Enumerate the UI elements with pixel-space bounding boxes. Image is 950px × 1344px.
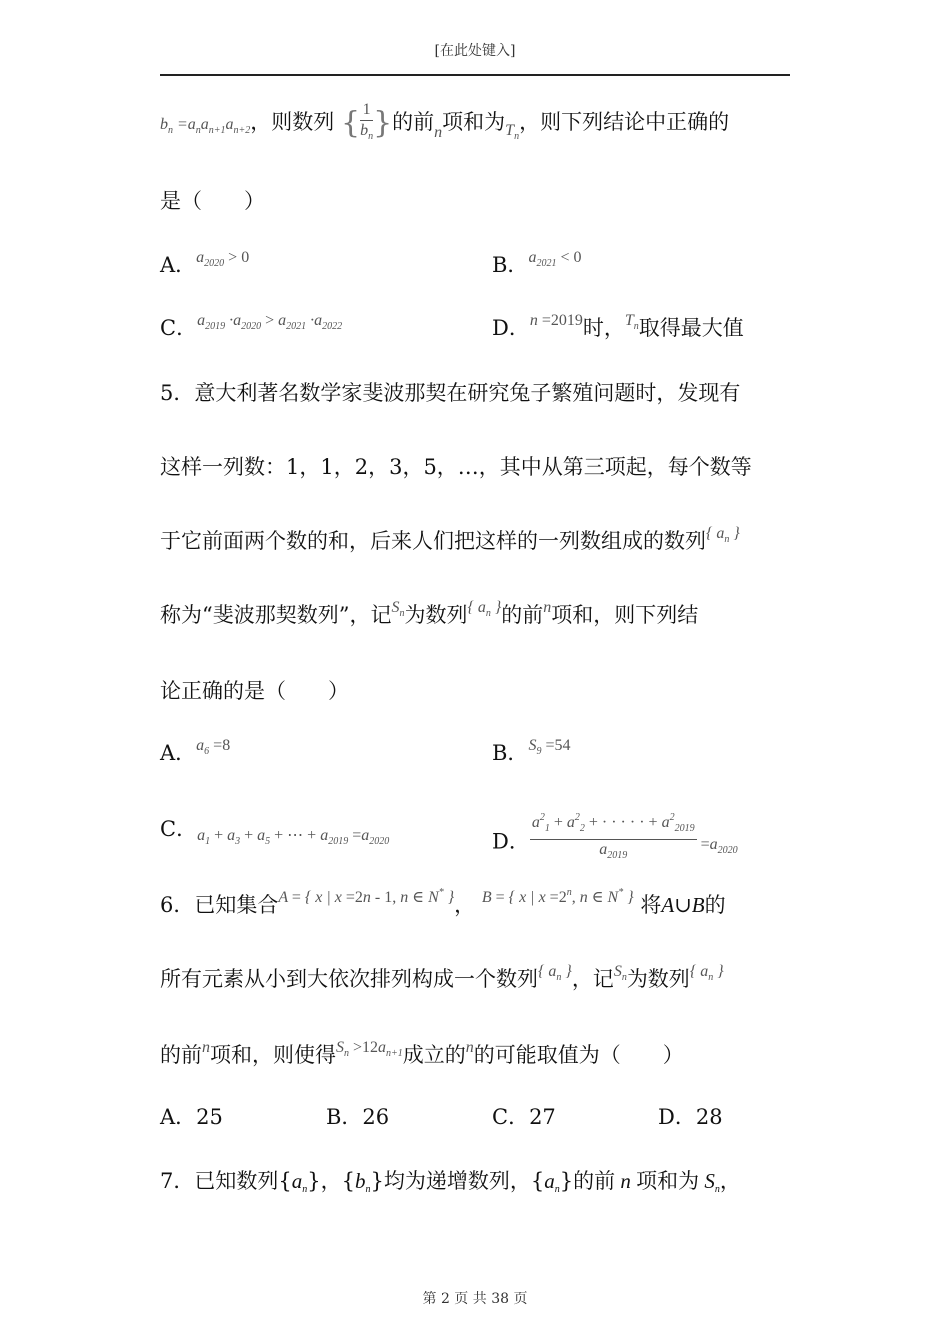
q6-line-3: 的前$^n$项和，则使得$^{S_n >12a_{n+1}}$成立的$^n$的可能取值为（ ） bbox=[160, 1039, 684, 1067]
q4-option-b[interactable]: B．$^{a_{2021} < 0}$ bbox=[492, 249, 582, 277]
var-Tn: Tn bbox=[505, 122, 520, 142]
q5-options-row-1 bbox=[160, 738, 790, 777]
q5-line-3: 于它前面两个数的和，后来人们把这样的一列数组成的数列$^{\{ a_n \}}$ bbox=[160, 525, 740, 553]
q6-option-b[interactable]: B．26 bbox=[326, 1105, 390, 1129]
q4-option-d[interactable]: D．$^{n =2019}$时，$^{T_n}$取得最大值 bbox=[492, 312, 744, 340]
q6-options-row bbox=[160, 1102, 790, 1132]
q4-options-row-2 bbox=[160, 313, 790, 352]
page-header: [在此处键入] bbox=[434, 43, 516, 59]
bn-definition: $b_n =a_na_{n+1}a_{n+2}$ bbox=[160, 116, 251, 136]
q6-line-2: 所有元素从小到大依次排列构成一个数列$^{\{ a_n \}}$，记$^{S_n}$为数列$^{\{ a_n \}}$ bbox=[160, 963, 724, 991]
q5-option-b[interactable]: B．$^{S_9 =54}$ bbox=[492, 737, 571, 765]
q6-line-1: 6．已知集合$^{A = \{ x | x =2n - 1, n \in N^* \}}$， $^{B = \{ x | x =2^n, n \in N^* \}}$ 将A∪B的 bbox=[160, 887, 726, 917]
q6-option-c[interactable]: C．27 bbox=[492, 1105, 556, 1129]
q7-line-1: 7．已知数列$\{a_n\}$，$\{b_n\}$均为递增数列，$\{a_n\}$的前 n 项和为 $S_n$， bbox=[160, 1169, 741, 1195]
var-n: n bbox=[434, 124, 443, 141]
q5-option-d[interactable]: D． $\frac{a^2_1 + a^2_2 + \cdot \cdot \cdot \cdot \cdot + a^2_{2019}}{a_{2019}}$ $=a_{2020}$ bbox=[492, 814, 738, 872]
header-rule bbox=[160, 74, 790, 76]
q5-line-1: 5．意大利著名数学家斐波那契在研究兔子繁殖问题时，发现有 bbox=[160, 381, 741, 405]
q5-options-row-2 bbox=[160, 812, 790, 861]
q4-stem-line-1: $b_n =a_na_{n+1}a_{n+2}$，则数列 { $\frac{1}{b_n}$ }的前$_n$项和为$_{T_n}$，则下列结论中正确的 bbox=[160, 100, 790, 147]
q4-option-c[interactable]: C．$^{a_{2019} \cdot a_{2020} > a_{2021} \cdot a_{2022}}$ bbox=[160, 312, 343, 340]
q5-line-5: 论正确的是（ ） bbox=[160, 679, 349, 703]
q5-option-c[interactable]: C．$a_1 + a_3 + a_5$ + ⋯ + $a_{2019} =a_{2020}$ bbox=[160, 817, 390, 847]
q5-line-4: 称为“斐波那契数列”，记$^{S_n}$为数列$^{\{ a_n \}}$的前$^n$项和，则下列结 bbox=[160, 599, 699, 627]
q5-line-2: 这样一列数：1，1，2，3，5，…，其中从第三项起，每个数等 bbox=[160, 455, 752, 479]
q5-option-a[interactable]: A．$^{a_6 =8}$ bbox=[160, 737, 231, 765]
q6-option-a[interactable]: A．25 bbox=[160, 1105, 223, 1129]
reciprocal-bn-fraction: $\frac{1}{b_n}$ bbox=[360, 101, 374, 142]
q4-options-row-1 bbox=[160, 250, 790, 289]
q4-option-a[interactable]: A．$^{a_{2020} > 0}$ bbox=[160, 249, 250, 277]
q4-stem-line-2: 是（ ） bbox=[160, 189, 265, 213]
q6-option-d[interactable]: D．28 bbox=[658, 1105, 723, 1129]
page-footer: 第 2 页 共 38 页 bbox=[422, 1291, 528, 1307]
